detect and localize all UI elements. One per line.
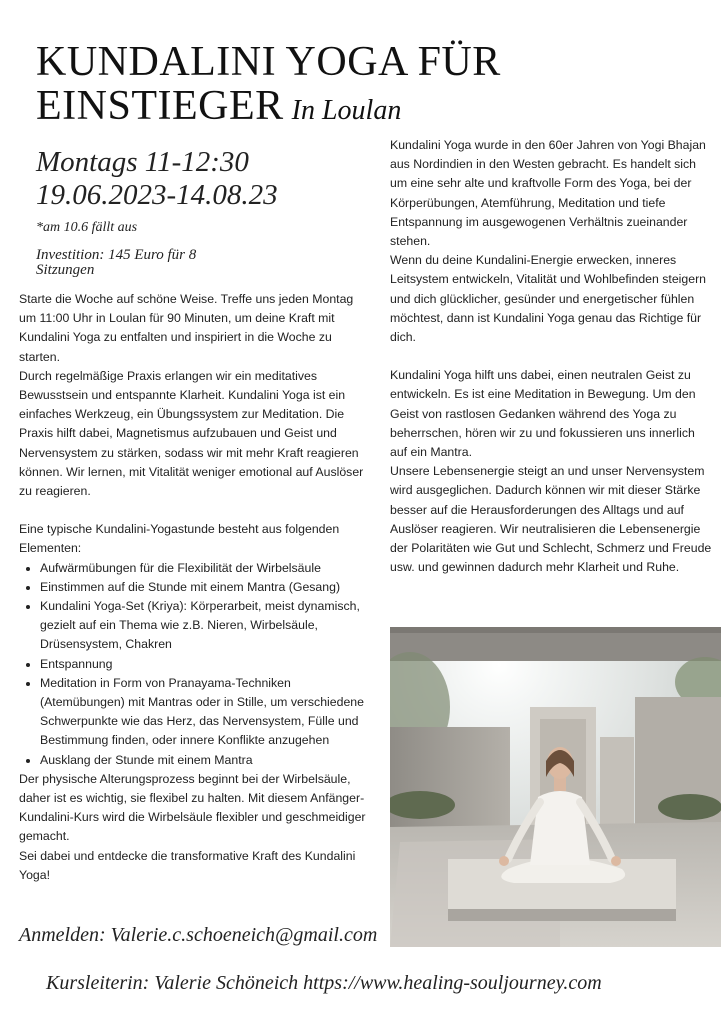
title-line-1: KUNDALINI YOGA FÜR — [36, 39, 501, 85]
list-item: • Entspannung — [40, 655, 371, 674]
session-elements-list — [19, 559, 371, 770]
practice-paragraph: Durch regelmäßige Praxis erlangen wir ein meditatives Bewusstsein und entspannte Klarheit. Kundalini Yoga ist ein einfaches Werkzeug, ein Übungssystem zur Meditation. Die Praxis hilft dabei, Magnetismus aufzubauen und Geist und Nervensystem zu stärken, sodass wir mit mehr Kraft reagieren können. Wir lernen, mit Vitalität weniger emotional auf Auslöser zu reagieren. — [19, 368, 364, 499]
aging-paragraph: Der physische Alterungsprozess beginnt bei der Wirbelsäule, daher ist es wichtig, sie flexibel zu halten. Mit diesem Anfänger-Kundalini-Kurs wird die Wirbelsäule flexibler und geschmeidiger gemacht. — [19, 771, 366, 844]
registration-email[interactable]: Anmelden: Valerie.c.schoeneich@gmail.com — [19, 924, 378, 946]
meditation-photo — [390, 627, 721, 947]
right-text-column — [390, 136, 712, 577]
benefits-paragraph: Wenn du deine Kundalini-Energie erwecken, inneres Leitsystem entwickeln, Vitalität und Wohlbefinden steigern und dich glücklicher, gesünder und energetischer fühlen möchtest, dann ist Kundalini Yoga genau das Richtige für dich. — [390, 253, 707, 345]
list-item: • Einstimmen auf die Stunde mit einem Mantra (Gesang) — [40, 578, 371, 597]
location-label: In Loulan — [291, 95, 402, 126]
intro-paragraph: Starte die Woche auf schöne Weise. Treffe uns jeden Montag um 11:00 Uhr in Loulan für 90 Minuten, um deine Kraft mit Kundalini Yoga zu entfalten und inspiriert in die Woche zu starten. — [19, 292, 354, 364]
instructor-website[interactable]: Kursleiterin: Valerie Schöneich https://www.healing-souljourney.com — [46, 972, 602, 994]
history-paragraph: Kundalini Yoga wurde in den 60er Jahren von Yogi Bhajan aus Nordindien in den Westen gebracht. Es handelt sich um eine sehr alte und kraftvolle Form des Yoga, bei der Körperübungen, Atemführung, Meditation und tiefe Entspannung im ausgewogenen Verhältnis zueinander stehen. — [390, 138, 706, 249]
left-text-column — [19, 290, 371, 885]
schedule-block — [36, 146, 278, 212]
list-intro: Eine typische Kundalini-Yogastunde besteht aus folgenden Elementen: — [19, 522, 340, 556]
list-item: • Ausklang der Stunde mit einem Mantra — [40, 751, 371, 770]
list-item: • Kundalini Yoga-Set (Kriya): Körperarbeit, meist dynamisch, gezielt auf ein Thema wie z.B. Nieren, Wirbelsäule, Drüsensystem, Chakren — [40, 597, 371, 655]
energy-paragraph: Unsere Lebensenergie steigt an und unser Nervensystem wird ausgeglichen. Dadurch können wir mit dieser Stärke besser auf die Herausforderungen des Alltags und auf Auslöser reagieren. Wir neutralisieren die Lebensenergie der Polaritäten wie Gut und Schlecht, Schmerz und Freude usw. und gewinnen dadurch mehr Klarheit und Ruhe. — [390, 464, 712, 575]
neutral-mind-paragraph: Kundalini Yoga hilft uns dabei, einen neutralen Geist zu entwickeln. Es ist eine Meditation in Bewegung. Um den Geist von rastlosen Gedanken während des Yoga zu beherrschen, hören wir zu und fokussieren uns innerlich auf ein Mantra. — [390, 368, 696, 460]
poster-title — [36, 40, 636, 133]
closing-paragraph: Sei dabei und entdecke die transformative Kraft des Kundalini Yoga! — [19, 848, 356, 882]
cancellation-note: *am 10.6 fällt aus — [36, 220, 138, 235]
list-item: • Meditation in Form von Pranayama-Techniken (Atemübungen) mit Mantras oder in Stille, um verschiedene Schwerpunkte wie das Herz, das Nervensystem, Fülle und Bestimmung finden, oder innere Konflikte anzugehen — [40, 674, 371, 751]
investment-info: Investition: 145 Euro für 8 Sitzungen — [36, 247, 197, 278]
title-line-2: EINSTIEGER — [36, 83, 284, 129]
schedule-day-time: Montags 11-12:30 — [36, 146, 249, 178]
schedule-dates: 19.06.2023-14.08.23 — [36, 179, 278, 211]
list-item: • Aufwärmübungen für die Flexibilität der Wirbelsäule — [40, 559, 371, 578]
